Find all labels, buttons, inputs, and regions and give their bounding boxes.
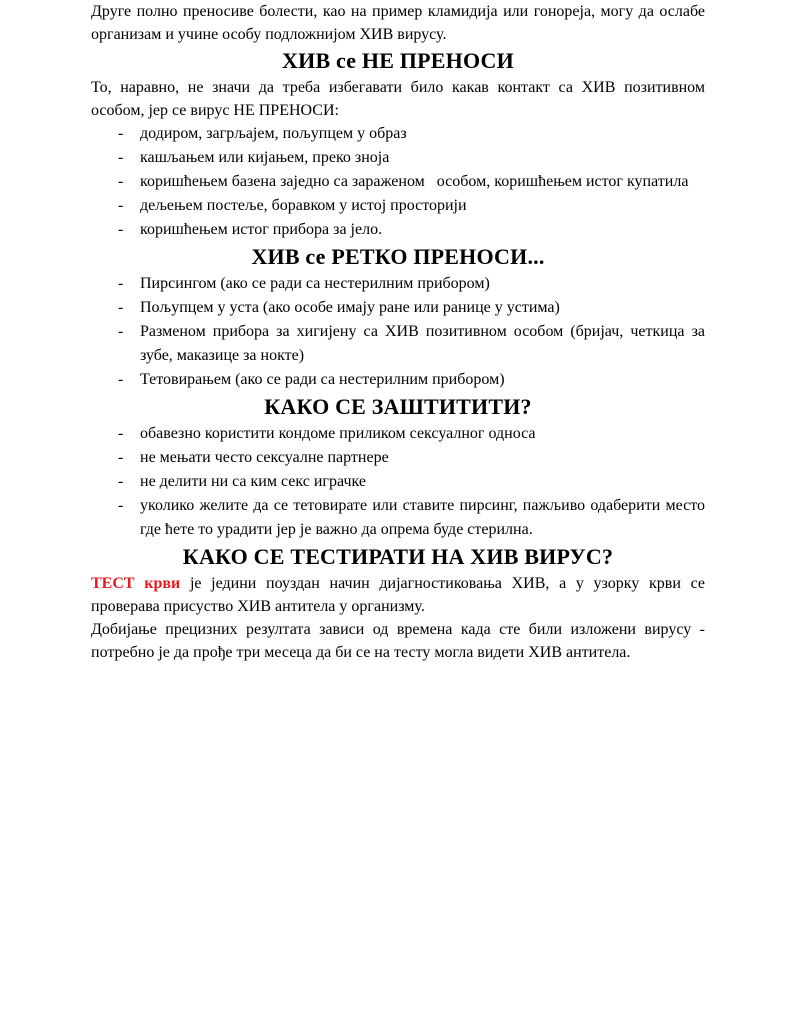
dash-marker: -	[118, 275, 124, 292]
list-item-text: не мењати често сексуалне партнере	[140, 449, 389, 466]
dash-marker: -	[118, 371, 124, 388]
list-item-text: коришћењем истог прибора за јело.	[140, 221, 383, 238]
rarely-transmitted-list	[91, 272, 709, 392]
dash-marker: -	[118, 149, 124, 166]
list-item-text: уколико желите да се тетовирате или ставите пирсинг, пажљиво одаберити место где ћете то урадити јер је важно да опрема буде стерилна.	[140, 497, 709, 538]
dash-marker: -	[118, 197, 124, 214]
heading-how-to-test: КАКО СЕ ТЕСТИРАТИ НА ХИВ ВИРУС?	[182, 544, 614, 569]
list-item-text: Пољупцем у уста (ако особе имају ране или ранице у устима)	[140, 299, 560, 316]
intro-paragraph: Друге полно преносиве болести, као на пример кламидија или гонореја, могу да ослабе организам и учине особу подложнијом ХИВ вирусу.	[91, 3, 705, 43]
list-item	[91, 272, 705, 296]
list-item-text: не делити ни са ким секс играчке	[140, 473, 366, 490]
dash-marker: -	[118, 449, 124, 466]
testing-paragraph-1	[91, 572, 710, 618]
dash-marker: -	[118, 221, 124, 238]
dash-marker: -	[118, 497, 124, 514]
list-item-text: дељењем постеље, боравком у истој просторији	[140, 197, 467, 214]
list-item-text: Тетовирањем (ако се ради са нестерилним прибором)	[140, 371, 505, 388]
not-transmitted-list	[91, 122, 705, 242]
protection-list	[91, 422, 709, 542]
heading-how-to-protect: КАКО СЕ ЗАШТИТИТИ?	[264, 394, 532, 419]
list-item	[91, 146, 705, 170]
list-item-text: коришћењем базена заједно са зараженом особом, коришћењем истог купатила	[140, 173, 689, 190]
testing-paragraph-1-rest: је једини поуздан начин дијагностиковања ХИВ, а у узорку крви се проверава присуство ХИВ антитела у организму.	[91, 575, 710, 615]
list-item-text: обавезно користити кондоме приликом сексуалног односа	[140, 425, 536, 442]
list-item-text: Пирсингом (ако се ради са нестерилним прибором)	[140, 275, 490, 292]
dash-marker: -	[118, 323, 124, 340]
dash-marker: -	[118, 425, 124, 442]
list-item	[91, 170, 705, 194]
list-item	[91, 368, 705, 392]
list-item-text: Разменом прибора за хигијену са ХИВ позитивном особом (бријач, четкица за зубе, маказице за нокте)	[140, 323, 709, 364]
list-item	[91, 296, 705, 320]
list-item	[91, 422, 705, 446]
heading-hiv-rarely-transmitted: ХИВ се РЕТКО ПРЕНОСИ...	[251, 244, 545, 269]
dash-marker: -	[118, 125, 124, 142]
dash-marker: -	[118, 173, 124, 190]
list-item	[91, 320, 709, 368]
list-item-text: кашљањем или кијањем, преко зноја	[140, 149, 390, 166]
dash-marker: -	[118, 299, 124, 316]
list-item	[91, 446, 705, 470]
list-item	[91, 470, 705, 494]
list-item-text: додиром, загрљајем, пољупцем у образ	[140, 125, 407, 142]
list-item	[91, 218, 705, 242]
dash-marker: -	[118, 473, 124, 490]
blood-test-highlight: ТЕСТ крви	[91, 575, 181, 592]
list-item	[91, 494, 709, 542]
testing-paragraph-2: Добијање прецизних резултата зависи од времена када сте били изложени вирусу - потребно је да прође три месеца да би се на тесту могла видети ХИВ антитела.	[91, 621, 705, 661]
list-item	[91, 194, 705, 218]
heading-hiv-not-transmitted: ХИВ се НЕ ПРЕНОСИ	[282, 48, 514, 73]
not-transmitted-intro: То, наравно, не значи да треба избегавати било какав контакт са ХИВ позитивном особом, јер се вирус НЕ ПРЕНОСИ:	[91, 79, 705, 119]
list-item	[91, 122, 705, 146]
